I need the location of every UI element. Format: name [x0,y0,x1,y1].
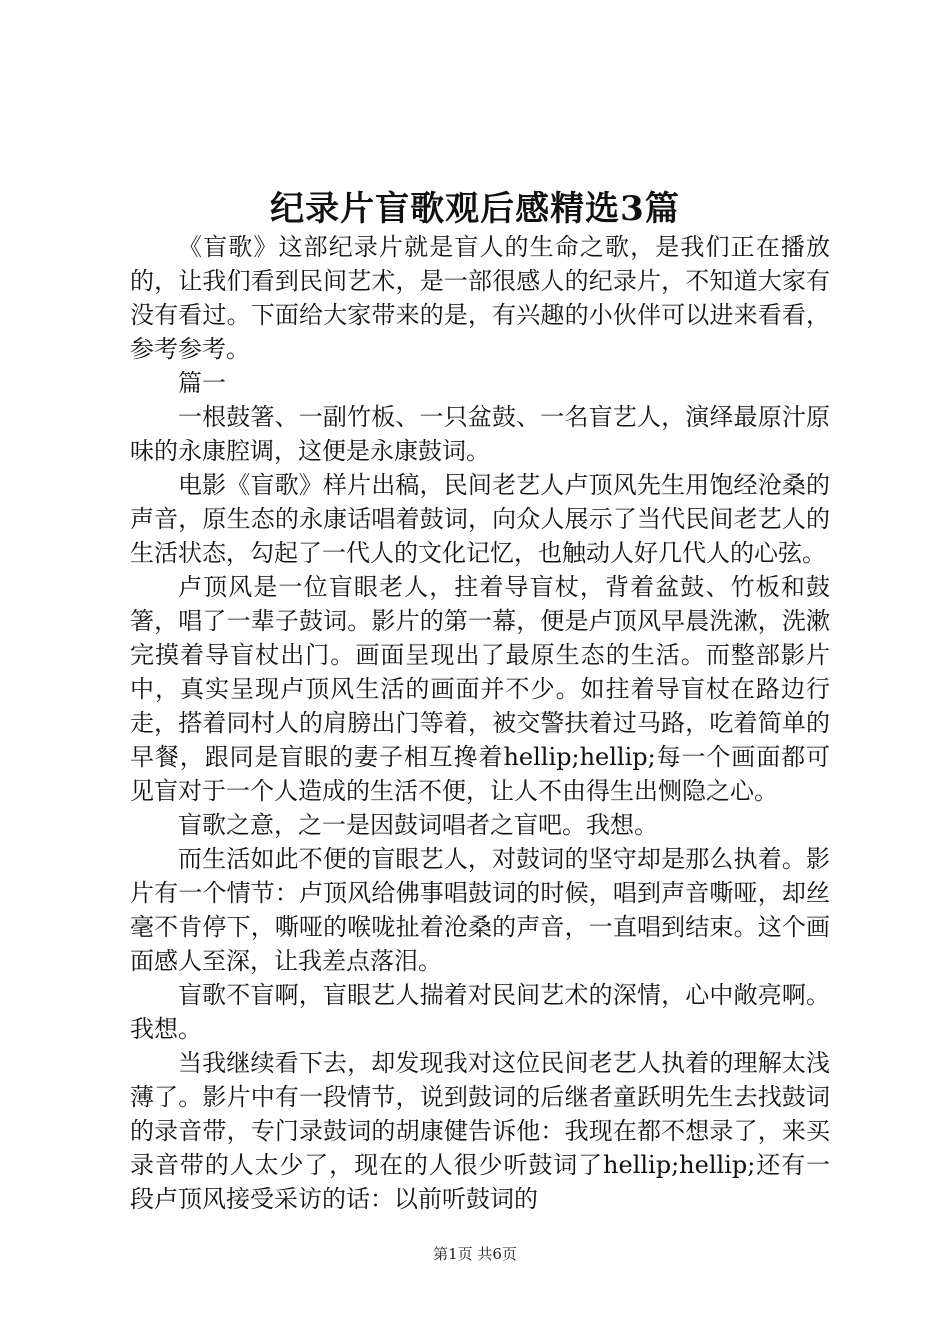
paragraph: 盲歌不盲啊，盲眼艺人揣着对民间艺术的深情，心中敞亮啊。我想。 [130,981,830,1043]
document-body [130,230,830,1216]
paragraph: 一根鼓箸、一副竹板、一只盆鼓、一名盲艺人，演绎最原汁原味的永康腔调，这便是永康鼓词。 [130,403,830,465]
paragraph: 卢顶风是一位盲眼老人，拄着导盲杖，背着盆鼓、竹板和鼓箸，唱了一辈子鼓词。影片的第一幕，便是卢顶风早晨洗漱，洗漱完摸着导盲杖出门。画面呈现出了最原生态的生活。而整部影片中，真实呈现卢顶风生活的画面并不少。如拄着导盲杖在路边行走，搭着同村人的肩膀出门等着，被交警扶着过马路，吃着简单的早餐，跟同是盲眼的妻子相互搀着hellip;hellip;每一个画面都可见盲对于一个人造成的生活不便，让人不由得生出恻隐之心。 [130,573,830,805]
page-number-footer: 第1页 共6页 [433,1245,517,1263]
paragraph-intro: 《盲歌》这部纪录片就是盲人的生命之歌，是我们正在播放的，让我们看到民间艺术，是一部很感人的纪录片，不知道大家有没有看过。下面给大家带来的是，有兴趣的小伙伴可以进来看看，参考参考。 [130,233,830,363]
document-title: 纪录片盲歌观后感精选3篇 [270,189,680,229]
paragraph: 当我继续看下去，却发现我对这位民间老艺人执着的理解太浅薄了。影片中有一段情节，说到鼓词的后继者童跃明先生去找鼓词的录音带，专门录鼓词的胡康健告诉他：我现在都不想录了，来买录音带的人太少了，现在的人很少听鼓词了hellip;hellip;还有一段卢顶风接受采访的话：以前听鼓词的 [130,1049,830,1213]
paragraph: 电影《盲歌》样片出稿，民间老艺人卢顶风先生用饱经沧桑的声音，原生态的永康话唱着鼓词，向众人展示了当代民间老艺人的生活状态，勾起了一代人的文化记忆，也触动人好几代人的心弦。 [130,471,830,567]
section-heading: 篇一 [178,369,226,397]
paragraph: 而生活如此不便的盲眼艺人，对鼓词的坚守却是那么执着。影片有一个情节：卢顶风给佛事唱鼓词的时候，唱到声音嘶哑，却丝毫不肯停下，嘶哑的喉咙扯着沧桑的声音，一直唱到结束。这个画面感人至深，让我差点落泪。 [130,845,830,975]
paragraph: 盲歌之意，之一是因鼓词唱者之盲吧。我想。 [178,811,658,839]
